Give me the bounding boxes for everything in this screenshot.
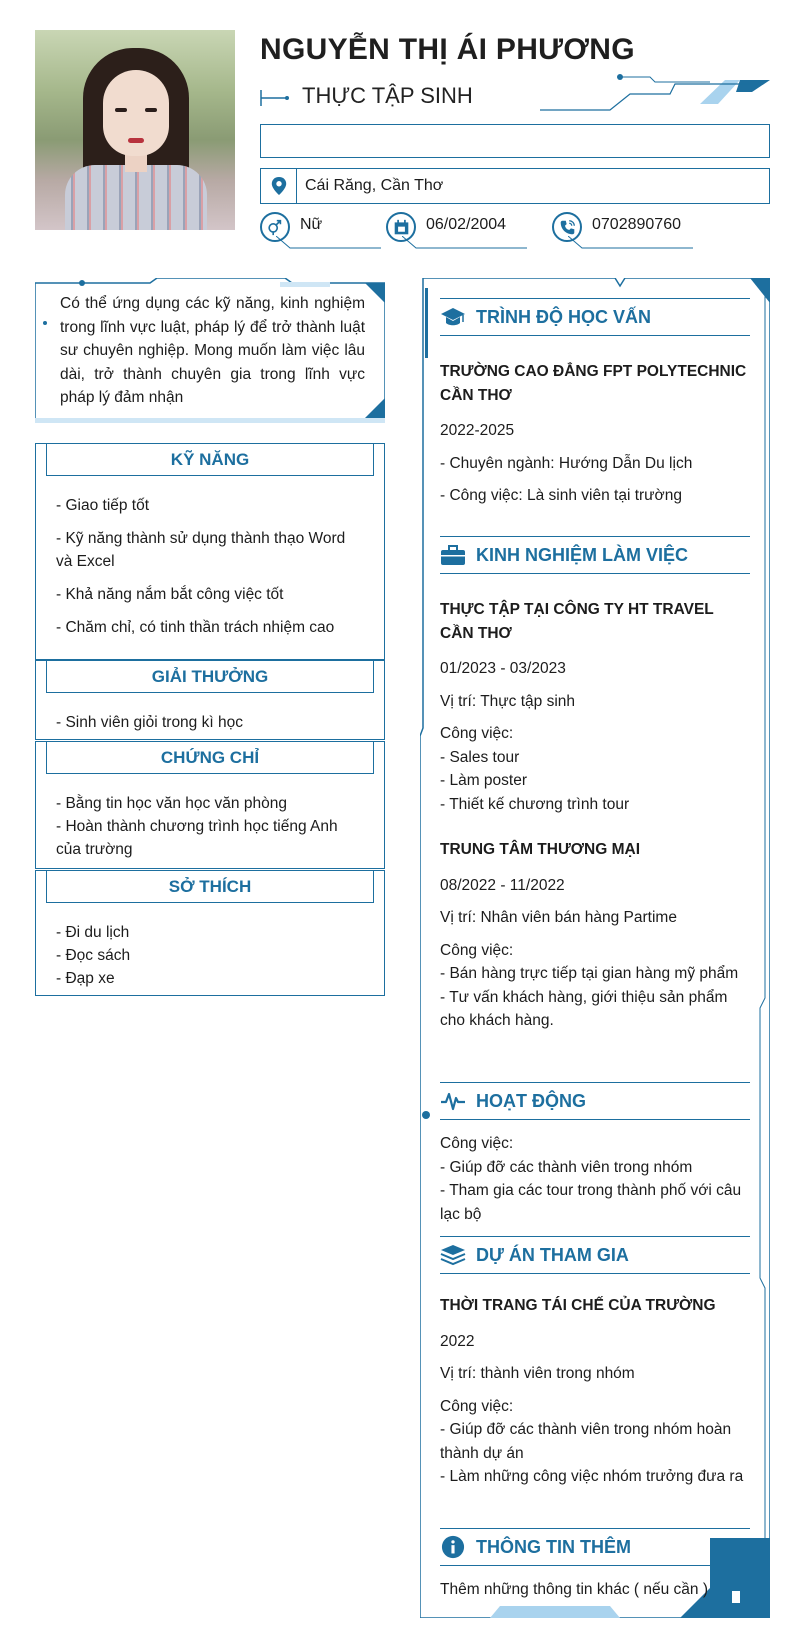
certificates-section [35,741,385,869]
birthdate-item [386,212,506,252]
skill-item: - Kỹ năng thành sử dụng thành thạo Word và Excel [56,530,346,570]
hobby-item: - Đọc sách [56,947,131,964]
project-position: Vị trí: thành viên trong nhóm [440,1365,635,1382]
awards-section [35,660,385,740]
activities-heading [440,1082,750,1120]
school-name: TRƯỜNG CAO ĐẲNG FPT POLYTECHNIC CẦN THƠ [440,363,747,404]
job-task: - Thiết kế chương trình tour [440,795,630,813]
blank-info-box [260,124,770,158]
skill-item: - Giao tiếp tốt [56,497,150,514]
education-period: 2022-2025 [440,422,515,439]
hobbies-section [35,870,385,996]
activity-task: - Giúp đỡ các thành viên trong nhóm [440,1158,693,1176]
job-task: - Sales tour [440,748,520,766]
gender-value: Nữ [300,216,323,233]
job-entry [440,598,750,816]
job-title: THỰC TẬP SINH [302,83,473,108]
address-box [260,168,770,204]
job-position: Vị trí: Thực tập sinh [440,692,576,710]
phone-item [552,212,681,252]
project-tasks-label: Công việc: [440,1397,514,1415]
education-major: - Chuyên ngành: Hướng Dẫn Du lịch [440,454,693,472]
awards-heading: GIẢI THƯỞNG [46,661,374,693]
job-task: - Bán hàng trực tiếp tại gian hàng mỹ phẩm [440,965,739,982]
certificate-item: - Bằng tin học văn học văn phòng [56,795,287,812]
job-company: TRUNG TÂM THƯƠNG MẠI [440,841,641,858]
extra-content [440,1578,750,1602]
job-position: Vị trí: Nhân viên bán hàng Partime [440,909,677,926]
graduation-cap-icon [440,304,466,330]
skills-heading: KỸ NĂNG [46,444,374,476]
experience-heading-text: KINH NGHIỆM LÀM VIỆC [476,544,689,565]
award-item: - Sinh viên giỏi trong kì học [56,714,243,731]
activities-tasks-label: Công việc: [440,1135,514,1152]
experience-heading [440,536,750,574]
project-name: THỜI TRANG TÁI CHẾ CỦA TRƯỜNG [440,1297,716,1314]
certificates-heading: CHỨNG CHỈ [46,742,374,774]
education-content [440,360,750,508]
gender-item [260,212,322,252]
objective-box [35,278,385,423]
info-icon [440,1534,466,1560]
job-period: 01/2023 - 03/2023 [440,660,566,677]
project-year: 2022 [440,1332,475,1350]
job-task: - Tư vấn khách hàng, giới thiệu sản phẩm cho khách hàng. [440,988,728,1029]
education-job: - Công việc: Là sinh viên tại trường [440,487,682,504]
extra-text: Thêm những thông tin khác ( nếu cần ) [440,1581,709,1598]
certificate-item: - Hoàn thành chương trình học tiếng Anh của trường [56,818,338,858]
job-company: THỰC TẬP TẠI CÔNG TY HT TRAVEL CẦN THƠ [440,601,714,642]
extra-heading-text: THÔNG TIN THÊM [476,1536,631,1557]
birthdate-value: 06/02/2004 [426,216,507,233]
address-text: Cái Răng, Cần Thơ [305,177,444,194]
extra-heading [440,1528,750,1566]
hobby-item: - Đạp xe [56,970,115,987]
skill-item: - Chăm chỉ, có tinh thần trách nhiệm cao [56,619,335,636]
activities-content [440,1132,750,1226]
job-tasks-label: Công việc: [440,941,514,959]
project-task: - Làm những công việc nhóm trưởng đưa ra [440,1468,744,1485]
skills-section [35,443,385,660]
title-line-icon [260,88,290,108]
phone-value: 0702890760 [592,216,681,233]
job-entry [440,838,750,1033]
layers-icon [440,1242,466,1268]
objective-text: Có thể ứng dụng các kỹ năng, kinh nghiệm trong lĩnh vực luật, pháp lý để trở thành luật sư chuyên nghiệp. Mong muốn làm việc lâu dài, trở thành chuyên gia trong lĩnh vực pháp lý đảm nhận [60,295,365,406]
job-task: - Làm poster [440,772,528,789]
activity-task: - Tham gia các tour trong thành phố với câu lạc bộ [440,1182,742,1223]
profile-photo [35,30,235,230]
circuit-decoration [540,74,770,114]
briefcase-icon [440,542,466,568]
job-period: 08/2022 - 11/2022 [440,876,565,894]
skill-item: - Khả năng nắm bắt công việc tốt [56,586,284,603]
education-heading-text: TRÌNH ĐỘ HỌC VẤN [476,306,651,327]
education-heading [440,298,750,336]
activities-heading-text: HOẠT ĐỘNG [476,1090,586,1111]
location-pin-icon [261,169,297,203]
experience-content [440,598,750,1033]
job-tasks-label: Công việc: [440,725,514,742]
candidate-name: NGUYỄN THỊ ÁI PHƯƠNG [260,33,635,66]
project-task: - Giúp đỡ các thành viên trong nhóm hoàn thành dự án [440,1421,732,1462]
hobby-item: - Đi du lịch [56,924,130,941]
hobbies-heading: SỞ THÍCH [46,871,374,903]
projects-heading-text: DỰ ÁN THAM GIA [476,1244,629,1265]
projects-content [440,1294,750,1489]
projects-heading [440,1236,750,1274]
pulse-icon [440,1088,466,1114]
